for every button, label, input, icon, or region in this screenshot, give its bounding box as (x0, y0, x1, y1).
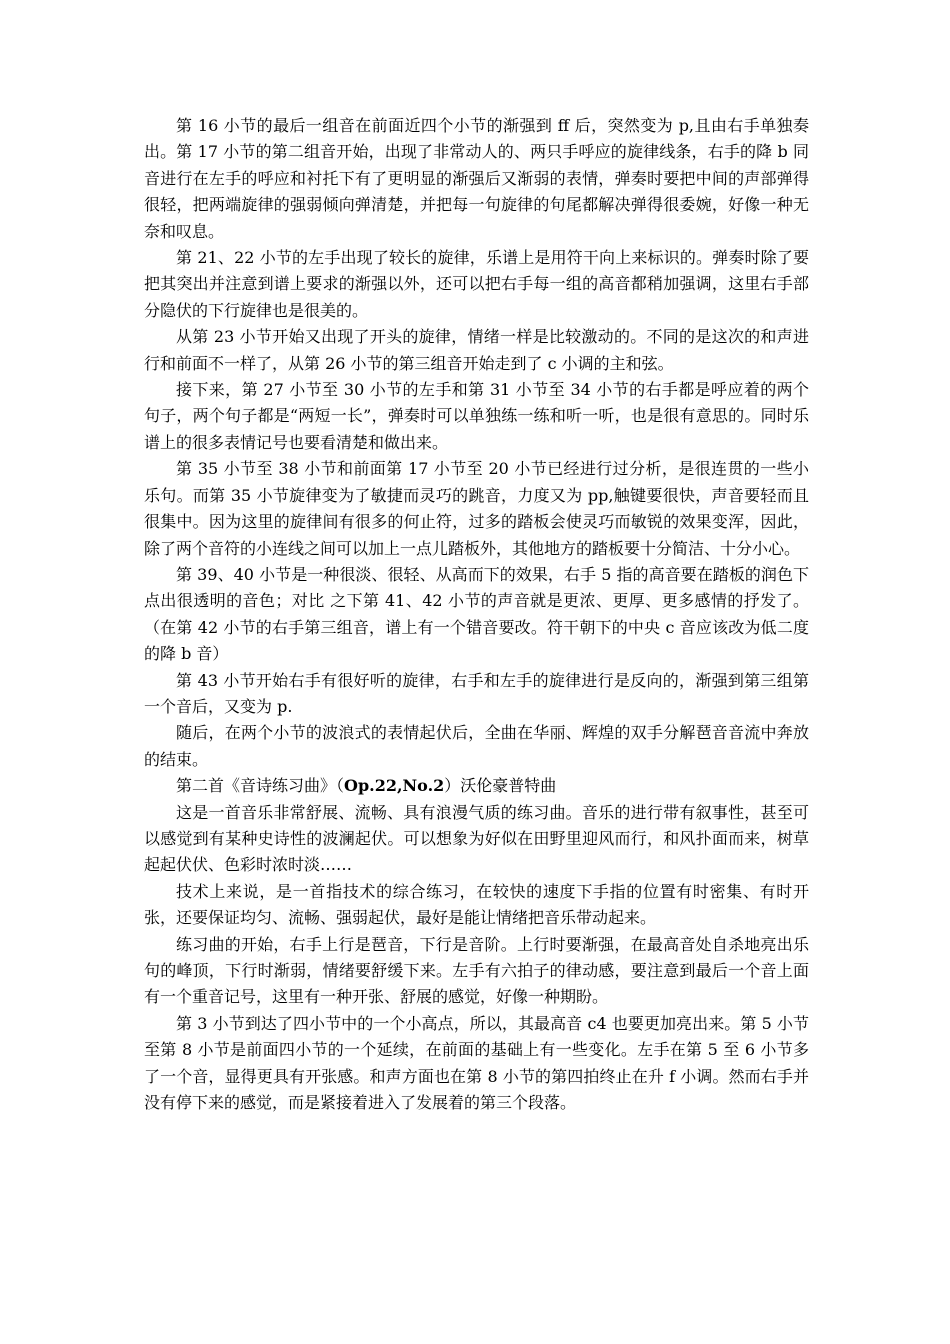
paragraph-bar-43: 第 43 小节开始右手有很好听的旋律，右手和左手的旋律进行是反向的，渐强到第三组第一个音后，又变为 p. (144, 670, 809, 716)
heading-opus: Op.22,No.2 (344, 776, 445, 796)
paragraph-bar-39: 第 39、40 小节是一种很淡、很轻、从高而下的效果，右手 5 指的高音要在踏板的润色下点出很透明的音色；对比 之下第 41、42 小节的声音就是更浓、更厚、更多感情的抒发了。（在第 42 小节的右手第三组音，谱上有一个错音要改。符干朝下的中央 c 音应该改为低二度的降 b 音） (144, 564, 809, 664)
paragraph-opening: 练习曲的开始，右手上行是琶音，下行是音阶。上行时要渐强，在最高音处自杀地亮出乐句的峰顶，下行时渐弱，情绪要舒缓下来。左手有六拍子的律动感，要注意到最后一个音上面有一个重音记号，这里有一种开张、舒展的感觉，好像一种期盼。 (144, 934, 809, 1007)
paragraph-bar-35: 第 35 小节至 38 小节和前面第 17 小节至 20 小节已经进行过分析，是很连贯的一些小乐句。而第 35 小节旋律变为了敏捷而灵巧的跳音，力度又为 pp,触键要很快，声音要轻而且很集中。因为这里的旋律间有很多的何止符，过多的踏板会使灵巧而敏锐的效果变浑，因此，除了两个音符的小连线之间可以加上一点儿踏板外，其他地方的踏板要十分简洁、十分小心。 (144, 459, 809, 558)
heading-prefix: 第二首《音诗练习曲》（ (176, 776, 345, 796)
paragraph-ending: 随后，在两个小节的波浪式的表情起伏后，全曲在华丽、辉煌的双手分解琶音音流中奔放的结束。 (144, 723, 809, 769)
document-page (144, 113, 809, 1116)
heading-suffix: ）沃伦豪普特曲 (444, 776, 557, 796)
paragraph-bar-27: 接下来，第 27 小节至 30 小节的左手和第 31 小节至 34 小节的右手都是呼应着的两个句子，两个句子都是“两短一长”，弹奏时可以单独练一练和听一听，也是很有意思的。同时乐谱上的很多表情记号也要看清楚和做出来。 (144, 380, 809, 452)
paragraph-bar-23: 从第 23 小节开始又出现了开头的旋律，情绪一样是比较激动的。不同的是这次的和声进行和前面不一样了，从第 26 小节的第三组音开始走到了 c 小调的主和弦。 (144, 327, 809, 373)
paragraph-bar-16: 第 16 小节的最后一组音在前面近四个小节的渐强到 ff 后，突然变为 p,且由右手单独奏出。第 17 小节的第二组音开始，出现了非常动人的、两只手呼应的旋律线条，右手的降 b 同音进行在左手的呼应和衬托下有了更明显的渐强后又渐弱的表情，弹奏时要把中间的声部弹得很轻，把两端旋律的强弱倾向弹清楚，并把每一句旋律的句尾都解决弹得很委婉，好像一种无奈和叹息。 (144, 116, 809, 241)
paragraph-bar-21: 第 21、22 小节的左手出现了较长的旋律，乐谱上是用符干向上来标识的。弹奏时除了要把其突出并注意到谱上要求的渐强以外，还可以把右手每一组的高音都稍加强调，这里右手部分隐伏的下行旋律也是很美的。 (144, 248, 809, 320)
paragraph-intro: 这是一首音乐非常舒展、流畅、具有浪漫气质的练习曲。音乐的进行带有叙事性，甚至可以感觉到有某种史诗性的波澜起伏。可以想象为好似在田野里迎风而行，和风扑面而来，树草起起伏伏、色彩时浓时淡…… (144, 802, 809, 875)
paragraph-technique: 技术上来说，是一首指技术的综合练习，在较快的速度下手指的位置有时密集、有时开张，还要保证均匀、流畅、强弱起伏，最好是能让情绪把音乐带动起来。 (144, 881, 809, 928)
piece-heading (144, 773, 809, 799)
paragraph-bar-3: 第 3 小节到达了四小节中的一个小高点，所以，其最高音 c4 也要更加亮出来。第 5 小节至第 8 小节是前面四小节的一个延续，在前面的基础上有一些变化。左手在第 5 至 6 小节多了一个音，显得更具有开张感。和声方面也在第 8 小节的第四拍终止在升 f 小调。然而右手并没有停下来的感觉，而是紧接着进入了发展着的第三个段落。 (144, 1013, 809, 1113)
